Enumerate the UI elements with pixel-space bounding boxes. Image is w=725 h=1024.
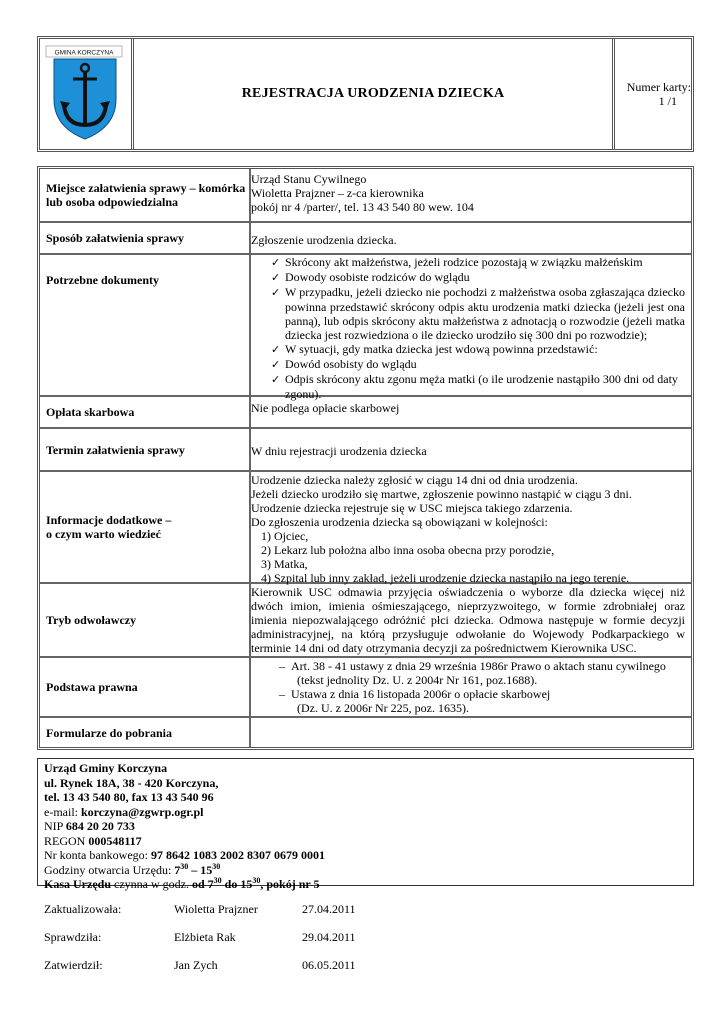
- office-name: Urząd Gminy Korczyna: [44, 761, 168, 775]
- table-row-fee: [40, 397, 691, 429]
- signature-person: Jan Zych: [174, 958, 218, 972]
- document-title: REJESTRACJA URODZENIA DZIECKA: [241, 86, 505, 101]
- card-number-value: 1 /1: [658, 94, 677, 108]
- office-hours-line: [44, 863, 687, 878]
- regon-label: REGON: [44, 833, 89, 848]
- row-value: [245, 718, 691, 747]
- logo-cell: [40, 39, 134, 149]
- hours-close-minutes: 30: [212, 861, 221, 871]
- signature-row: [44, 930, 644, 958]
- legal-item: – Ustawa z dnia 16 listopada 2006r o opłacie skarbowej: [279, 687, 551, 701]
- row-value: [245, 255, 691, 401]
- table-row-location: [40, 169, 691, 223]
- office-regon-line: [44, 834, 687, 849]
- ordered-item: 2) Lekarz lub położna albo inna osoba obecna przy porodzie,: [261, 543, 555, 557]
- hours-close: 15: [200, 862, 213, 877]
- signature-role: Zaktualizowała:: [44, 902, 122, 916]
- row-value: [245, 169, 691, 221]
- ordered-item: 1) Ojciec,: [261, 529, 309, 543]
- table-row-deadline: [40, 429, 691, 472]
- row-label: Podstawa prawna: [40, 658, 251, 716]
- value-line: Urodzenie dziecka rejestruje się w USC miejsca takiego zdarzenia.: [251, 501, 573, 515]
- value-line: Do zgłoszenia urodzenia dziecka są obowiązani w kolejności:: [251, 515, 548, 529]
- check-item: ✓ W sytuacji, gdy matka dziecka jest wdową powinna przedstawić:: [251, 342, 685, 357]
- card-number-label: Numer karty:: [626, 80, 691, 94]
- ordered-item: 3) Matka,: [261, 557, 308, 571]
- office-bank-line: [44, 848, 687, 863]
- office-address: ul. Rynek 18A, 38 - 420 Korczyna,: [44, 775, 219, 790]
- title-cell: [134, 39, 615, 149]
- row-value: Zgłoszenie urodzenia dziecka.: [251, 232, 397, 247]
- legal-item-line: Art. 38 - 41 ustawy z dnia 29 września 1986r Prawo o aktach stanu cywilnego: [291, 659, 666, 673]
- signature-date: 29.04.2011: [302, 930, 356, 944]
- cashier-close-minutes: 30: [252, 876, 261, 885]
- row-label: [40, 472, 251, 582]
- procedure-table: [37, 166, 694, 750]
- signature-role: Sprawdziła:: [44, 930, 102, 944]
- signature-role: Zatwierdził:: [44, 958, 103, 972]
- office-info-box: [37, 758, 694, 891]
- coat-of-arms-logo: [40, 39, 131, 149]
- hours-label: Godziny otwarcia Urzędu:: [44, 862, 175, 877]
- signature-date: 27.04.2011: [302, 902, 356, 916]
- legal-item-line: Ustawa z dnia 16 listopada 2006r o opłacie skarbowej: [291, 687, 551, 701]
- check-item: ✓ W przypadku, jeżeli dziecko nie pochodzi z małżeństwa osoba zgłaszająca dziecko powinna przedstawić skrócony odpis aktu urodzenia matki dziecka (jeżeli jest ona panną), lub odpis skrócony aktu małżeństwa z adnotacją o rozwodzie (jeżeli matka dziecka jest rozwiedziona o ile dziecko urodziło się 300 dni po rozwodzie);: [251, 285, 685, 342]
- value-line: Urząd Stanu Cywilnego: [251, 172, 367, 186]
- value-line: Jeżeli dziecko urodziło się martwe, zgłoszenie powinno nastąpić w ciągu 3 dni.: [251, 487, 632, 501]
- hours-open: 7: [174, 862, 181, 877]
- legal-item: – Art. 38 - 41 ustawy z dnia 29 września 1986r Prawo o aktach stanu cywilnego: [279, 659, 666, 673]
- bank-value: 97 8642 1083 2002 8307 0679 0001: [150, 848, 325, 862]
- row-label: Formularze do pobrania: [40, 718, 251, 747]
- row-label-line: Informacje dodatkowe –: [46, 513, 172, 527]
- regon-value: 000548117: [88, 833, 142, 848]
- table-row-documents: [40, 255, 691, 401]
- cashier-room: , pokój nr 5: [260, 877, 320, 891]
- table-row-legal-basis: [40, 658, 691, 718]
- office-email-link[interactable]: korczyna@zgwrp.ogr.pl: [80, 804, 204, 819]
- row-value: Nie podlega opłacie skarbowej: [251, 401, 400, 415]
- row-label-line: o czym warto wiedzieć: [46, 527, 161, 541]
- row-label: Miejsce załatwienia sprawy – komórka lub osoba odpowiedzialna: [40, 169, 251, 221]
- check-item: ✓ Dowód osobisty do wglądu: [251, 357, 685, 372]
- hours-separator: –: [188, 862, 201, 877]
- cashier-label: Kasa Urzędu: [44, 877, 111, 891]
- row-label: Opłata skarbowa: [40, 397, 251, 427]
- check-item: ✓ Skrócony akt małżeństwa, jeżeli rodzice pozostają w związku małżeńskim: [251, 255, 685, 270]
- hours-open-minutes: 30: [180, 861, 189, 871]
- office-nip-line: [44, 819, 687, 834]
- office-cashier-line: [44, 877, 687, 892]
- logo-text: GMINA KORCZYNA: [54, 49, 114, 57]
- signature-row: [44, 958, 644, 986]
- ordered-item: 4) Szpital lub inny zakład, jeżeli urodzenie dziecka nastąpiło na jego terenie.: [261, 571, 630, 585]
- cashier-text: czynna w godz.: [111, 877, 192, 891]
- signature-person: Wioletta Prajzner: [174, 902, 258, 916]
- cashier-open-minutes: 30: [213, 876, 222, 885]
- value-line: pokój nr 4 /parter/, tel. 13 43 540 80 wew. 104: [251, 200, 474, 214]
- table-row-appeal: [40, 584, 691, 658]
- legal-item-line: (tekst jednolity Dz. U. z 2004r Nr 161, poz.1688).: [297, 673, 538, 687]
- row-value: [245, 472, 691, 585]
- cashier-open: od 7: [191, 877, 214, 891]
- signature-row: [44, 902, 644, 930]
- check-item: ✓ Dowody osobiste rodziców do wglądu: [251, 270, 685, 285]
- row-value: Kierownik USC odmawia przyjęcia oświadczenia o wyborze dla dziecka więcej niż dwóch imion, imienia ośmieszającego, nieprzyzwoitego, w formie zdrobniałej oraz imienia niepozwalającego odróżnić płci dziecka. Odmowa następuje w formie decyzji administracyjnej, na którą przysługuje odwołanie do Wojewody Podkarpackiego w terminie 14 dni od daty otrzymania decyzji za pośrednictwem Kierownika USC.: [251, 585, 685, 655]
- row-label: Sposób załatwienia sprawy: [40, 223, 251, 253]
- legal-item-line: (Dz. U. z 2006r Nr 225, poz. 1635).: [297, 701, 469, 715]
- row-label: Tryb odwoławczy: [40, 584, 251, 656]
- row-value: [245, 658, 691, 716]
- table-row-additional-info: [40, 472, 691, 584]
- value-line: Wioletta Prajzner – z-ca kierownika: [251, 186, 424, 200]
- nip-value: 684 20 20 733: [65, 819, 135, 833]
- card-number-cell: [615, 39, 695, 149]
- table-row-forms: [40, 718, 691, 747]
- signature-date: 06.05.2011: [302, 958, 356, 972]
- office-phone: tel. 13 43 540 80, fax 13 43 540 96: [44, 790, 214, 804]
- value-line: Urodzenie dziecka należy zgłosić w ciągu 14 dni od dnia urodzenia.: [251, 473, 578, 487]
- office-email-line: [44, 805, 687, 820]
- bank-label: Nr konta bankowego:: [44, 848, 151, 862]
- table-row-method: [40, 223, 691, 255]
- document-header: [37, 36, 694, 152]
- nip-label: NIP: [44, 819, 66, 833]
- row-label: Potrzebne dokumenty: [40, 255, 251, 395]
- signatures: [44, 902, 644, 986]
- row-label: Termin załatwienia sprawy: [40, 429, 251, 470]
- row-value: W dniu rejestracji urodzenia dziecka: [251, 444, 427, 458]
- check-item: ✓ Odpis skrócony aktu zgonu męża matki (o ile urodzenie nastąpiło 300 dni od daty zgonu).: [251, 372, 685, 401]
- signature-person: Elżbieta Rak: [174, 930, 236, 944]
- cashier-close: do 15: [221, 877, 253, 891]
- email-label: e-mail:: [44, 804, 81, 819]
